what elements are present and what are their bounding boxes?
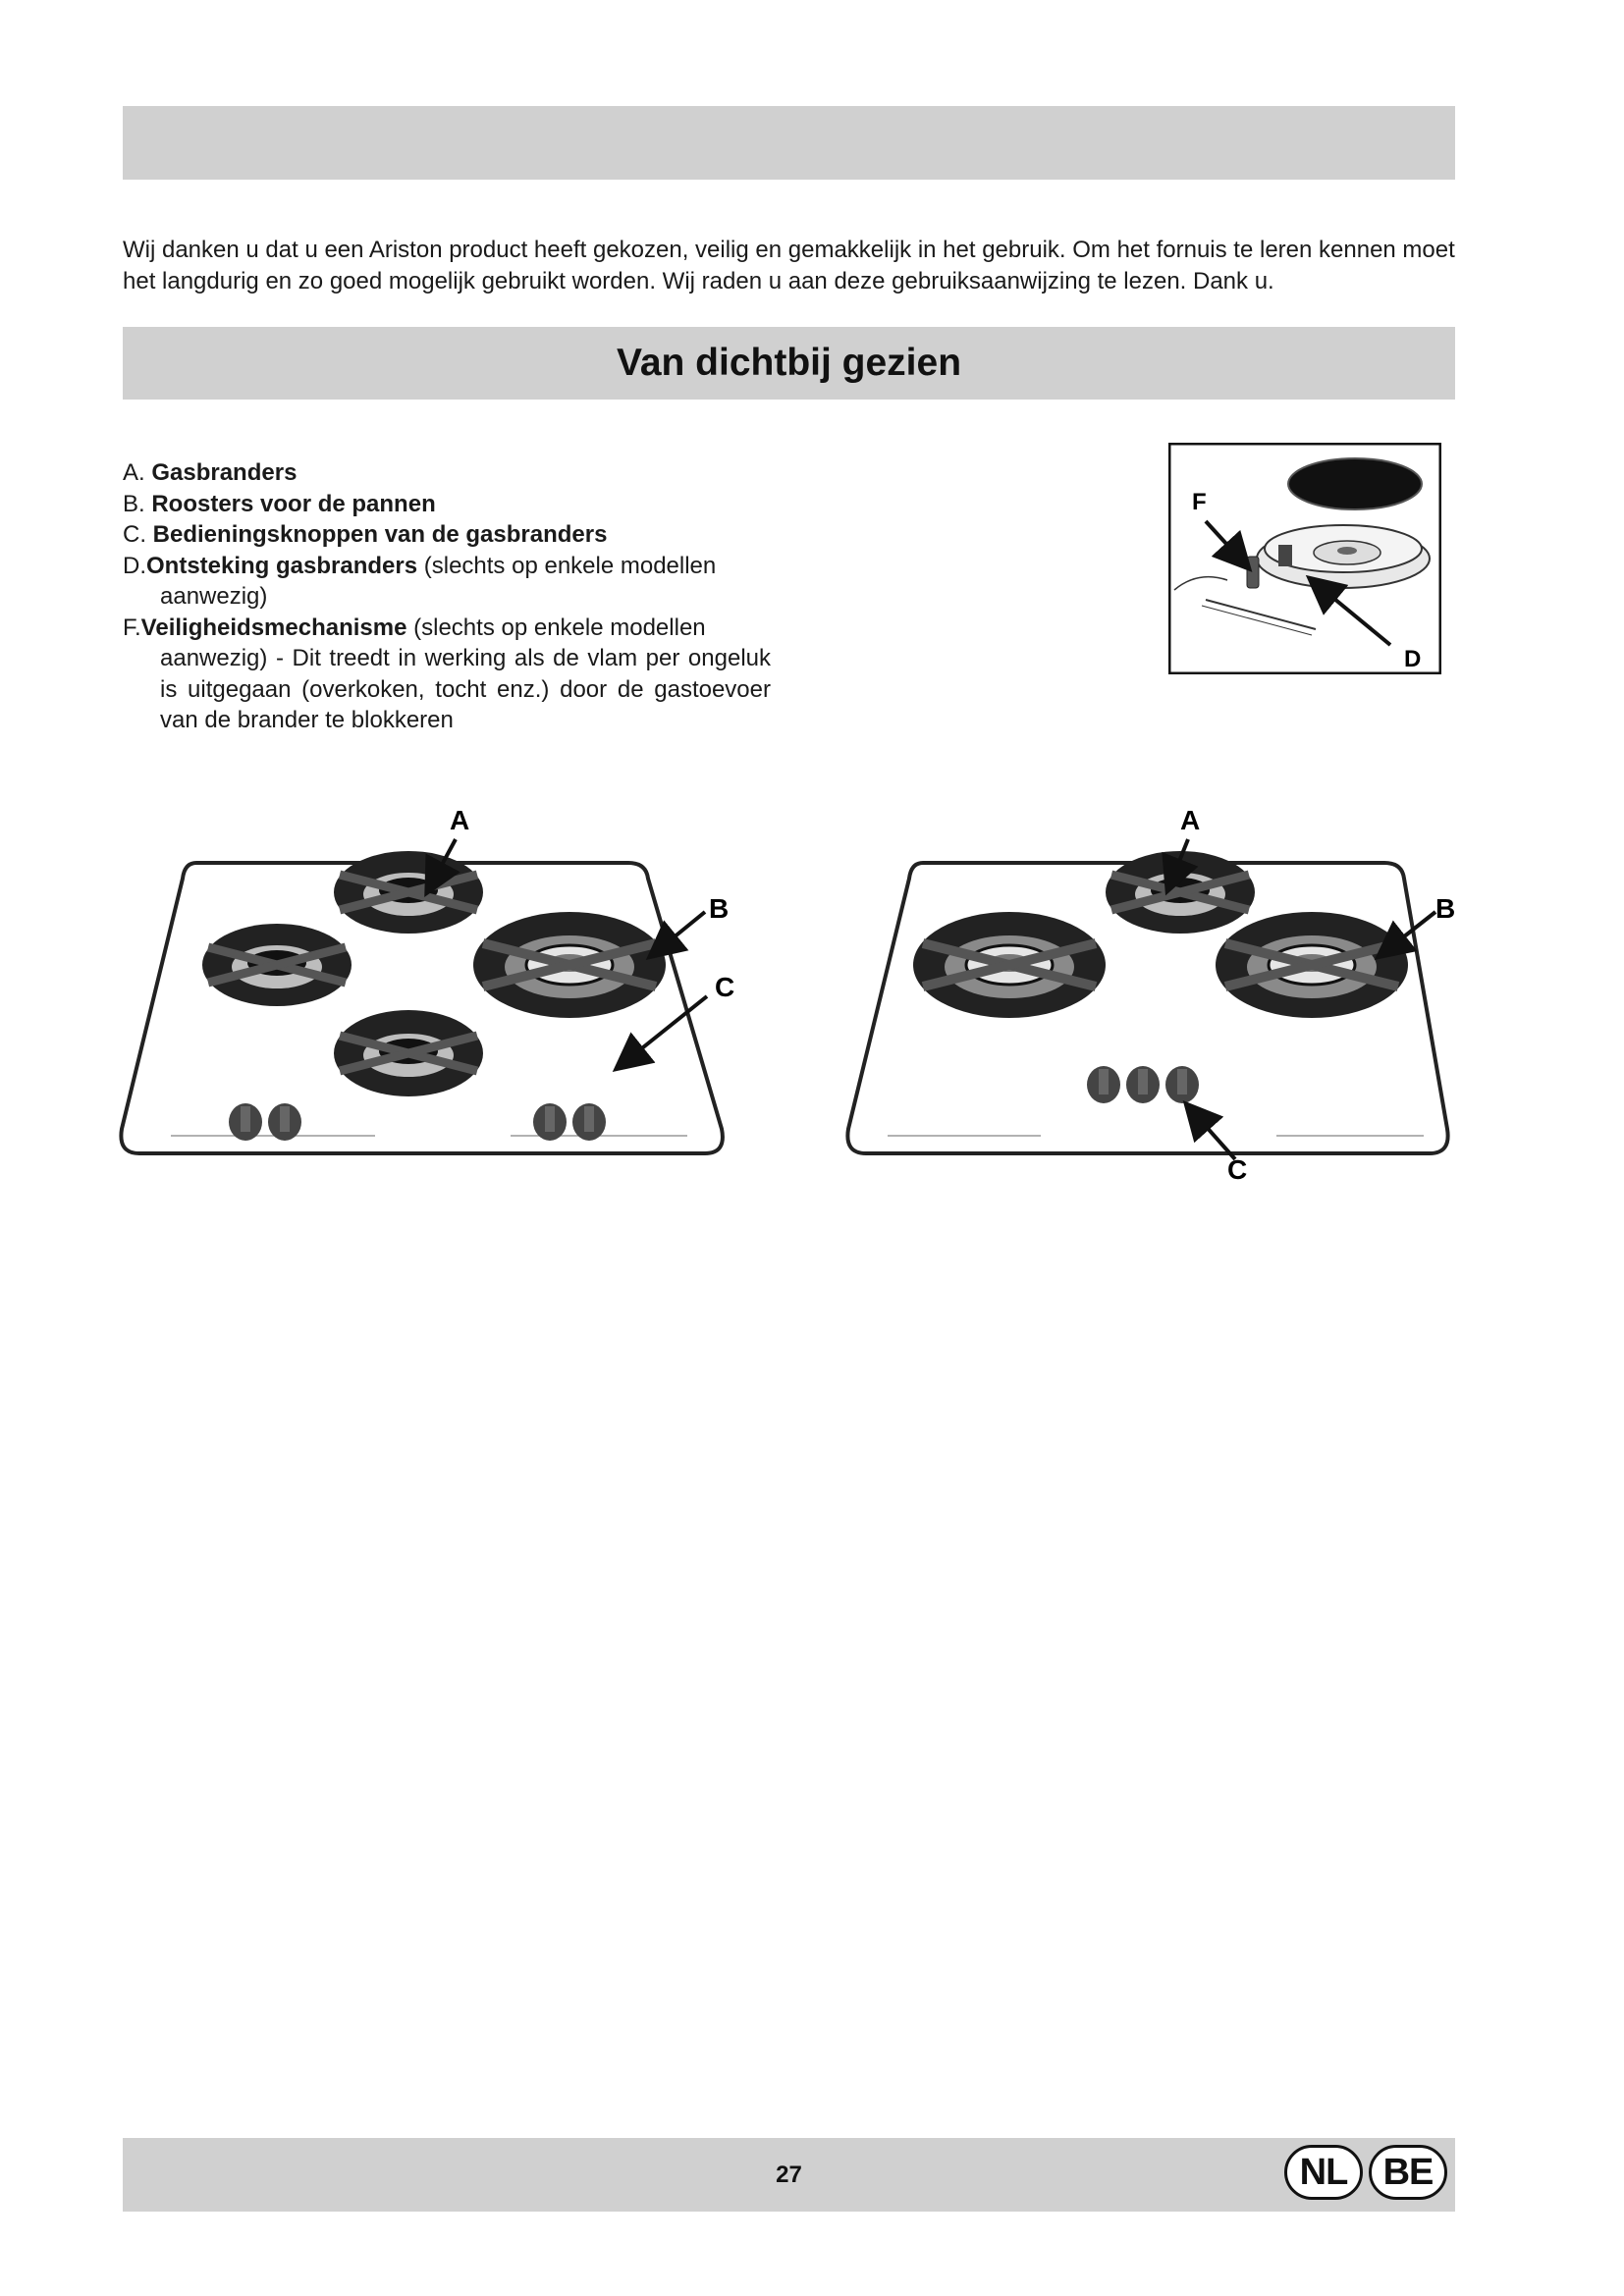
- legend-title: Gasbranders: [151, 459, 298, 486]
- hob-left-label-b: B: [709, 893, 730, 924]
- hob-three-burner-illustration: [844, 800, 1463, 1202]
- hob-right-label-c: C: [1227, 1154, 1248, 1185]
- language-badges: [1284, 2145, 1447, 2200]
- legend-letter: B.: [123, 490, 152, 517]
- language-badge-be: BE: [1369, 2145, 1447, 2200]
- legend-note: (slechts op enkele modellen: [417, 552, 717, 579]
- thermocouple-shape: [1278, 545, 1292, 566]
- legend-item-d-cont: aanwezig): [160, 583, 268, 610]
- legend-item-a: [123, 457, 771, 489]
- burner-top: [334, 851, 483, 934]
- language-badge-nl: NL: [1284, 2145, 1363, 2200]
- hob-left-label-a: A: [450, 805, 470, 835]
- inset-label-f: F: [1192, 489, 1207, 515]
- burner-bottom: [334, 1010, 483, 1096]
- legend-letter: C.: [123, 521, 153, 548]
- legend-letter: A.: [123, 459, 152, 486]
- legend-item-c: [123, 519, 771, 551]
- hob-four-burner-illustration: [118, 800, 736, 1202]
- section-heading: Van dichtbij gezien: [616, 342, 962, 384]
- control-knobs-row: [1087, 1066, 1199, 1103]
- legend-item-f-cont: aanwezig) - Dit treedt in werking als de vlam per ongeluk is uitgegaan (overkoken, tocht enz.) door de gastoevoer van de brander te blokkeren: [160, 645, 771, 733]
- burner-left-large: [913, 912, 1106, 1018]
- legend-title: Bedieningsknoppen van de gasbranders: [152, 521, 608, 548]
- burner-detail-illustration: [1168, 443, 1441, 674]
- hob-right-label-a: A: [1180, 805, 1201, 835]
- parts-legend: [123, 457, 771, 736]
- inset-label-d: D: [1404, 646, 1422, 672]
- section-heading-bar: [123, 327, 1455, 400]
- intro-paragraph: Wij danken u dat u een Ariston product heeft gekozen, veilig en gemakkelijk in het gebruik. Om het fornuis te leren kennen moet het langdurig en zo goed mogelijk gebruikt worden. Wij raden u aan deze gebruiksaanwijzing te lezen. Dank u.: [123, 237, 1455, 294]
- burner-right-large: [1216, 912, 1408, 1018]
- burner-right-large: [473, 912, 666, 1018]
- legend-note: (slechts op enkele modellen: [406, 614, 706, 641]
- footer-bar: [123, 2138, 1455, 2212]
- ignition-plug-shape: [1247, 557, 1259, 588]
- legend-title: Veiligheidsmechanisme: [140, 614, 407, 641]
- legend-title: Ontsteking gasbranders: [146, 552, 418, 579]
- hob-right-label-b: B: [1435, 893, 1456, 924]
- burner-left: [202, 924, 352, 1006]
- legend-item-b: [123, 489, 771, 520]
- page-number: 27: [776, 2162, 802, 2188]
- hob-left-label-c: C: [715, 972, 735, 1002]
- legend-letter: F.: [123, 614, 141, 641]
- top-header-bar: [123, 106, 1455, 180]
- legend-item-d: [123, 551, 771, 582]
- legend-title: Roosters voor de pannen: [151, 490, 436, 517]
- legend-item-f: [123, 613, 771, 644]
- legend-letter: D.: [123, 552, 146, 579]
